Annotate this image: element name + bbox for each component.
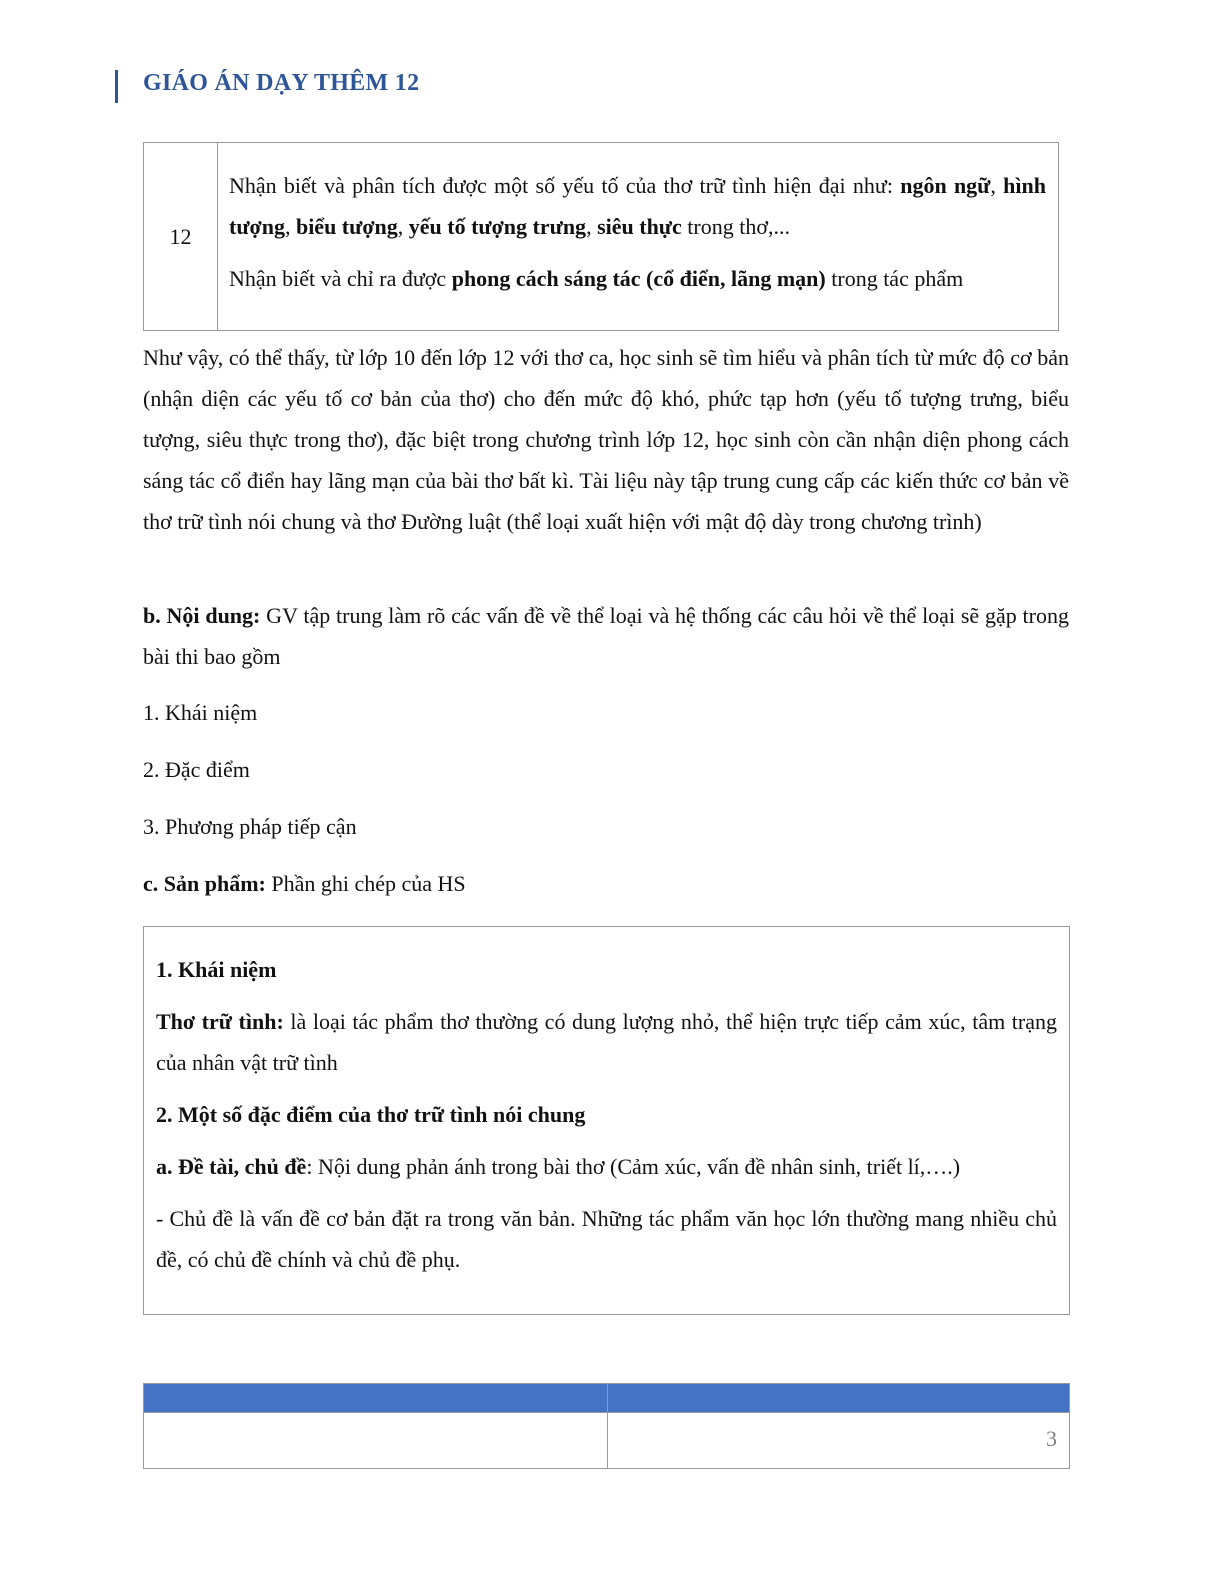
lyric-poetry-definition: Thơ trữ tình: là loại tác phẩm thơ thường có dung lượng nhỏ, thể hiện trực tiếp cảm xúc, tâm trạng của nhân vật trữ tình — [156, 1009, 1057, 1075]
summary-paragraph: Như vậy, có thể thấy, từ lớp 10 đến lớp 12 với thơ ca, học sinh sẽ tìm hiểu và phân tích từ mức độ cơ bản (nhận diện các yếu tố cơ bản của thơ) cho đến mức độ khó, phức tạp hơn (yếu tố tượng trưng, biểu tượng, siêu thực trong thơ), đặc biệt trong chương trình lớp 12, học sinh còn cần nhận diện phong cách sáng tác cổ điển hay lãng mạn của bài thơ bất kì. Tài liệu này tập trung cung cấp các kiến thức cơ bản về thơ trữ tình nói chung và thơ Đường luật (thể loại xuất hiện với mật độ dày trong chương trình) — [143, 345, 1069, 534]
content-list-item: 1. Khái niệm — [143, 700, 258, 725]
product-section-paragraph: c. Sản phẩm: Phần ghi chép của HS — [143, 871, 466, 896]
header-accent-bar — [115, 70, 118, 103]
features-heading: 2. Một số đặc điểm của thơ trữ tình nói chung — [156, 1102, 586, 1127]
outcome-line-2: Nhận biết và chỉ ra được phong cách sáng tác (cổ điển, lãng mạn) trong tác phẩm — [229, 266, 964, 291]
outcome-description-cell — [229, 165, 1046, 299]
concept-heading: 1. Khái niệm — [156, 957, 277, 982]
page-number: 3 — [1046, 1426, 1057, 1451]
document-header-title: GIÁO ÁN DẠY THÊM 12 — [143, 70, 420, 96]
topic-definition: a. Đề tài, chủ đề: Nội dung phản ánh trong bài thơ (Cảm xúc, vấn đề nhân sinh, triết lí,….) — [156, 1154, 961, 1179]
topic-note: - Chủ đề là vấn đề cơ bản đặt ra trong văn bản. Những tác phẩm văn học lớn thường mang nhiều chủ đề, có chủ đề chính và chủ đề phụ. — [156, 1206, 1057, 1272]
product-notes-box — [143, 926, 1070, 1315]
content-list-item: 2. Đặc điểm — [143, 757, 250, 782]
grade-cell: 12 — [144, 143, 218, 330]
content-list-item: 3. Phương pháp tiếp cận — [143, 814, 357, 839]
product-section-label: c. Sản phẩm: — [143, 871, 266, 896]
content-section-paragraph: b. Nội dung: GV tập trung làm rõ các vấn đề về thể loại và hệ thống các câu hỏi về thể loại sẽ gặp trong bài thi bao gồm — [143, 603, 1069, 669]
outcome-line-1: Nhận biết và phân tích được một số yếu tố của thơ trữ tình hiện đại như: ngôn ngữ, hình tượng, biểu tượng, yếu tố tượng trưng, siêu thực trong thơ,... — [229, 173, 1046, 239]
footer-table — [143, 1383, 1070, 1469]
learning-outcome-table — [143, 142, 1059, 331]
footer-column-divider — [607, 1384, 608, 1468]
content-section-label: b. Nội dung: — [143, 603, 261, 628]
